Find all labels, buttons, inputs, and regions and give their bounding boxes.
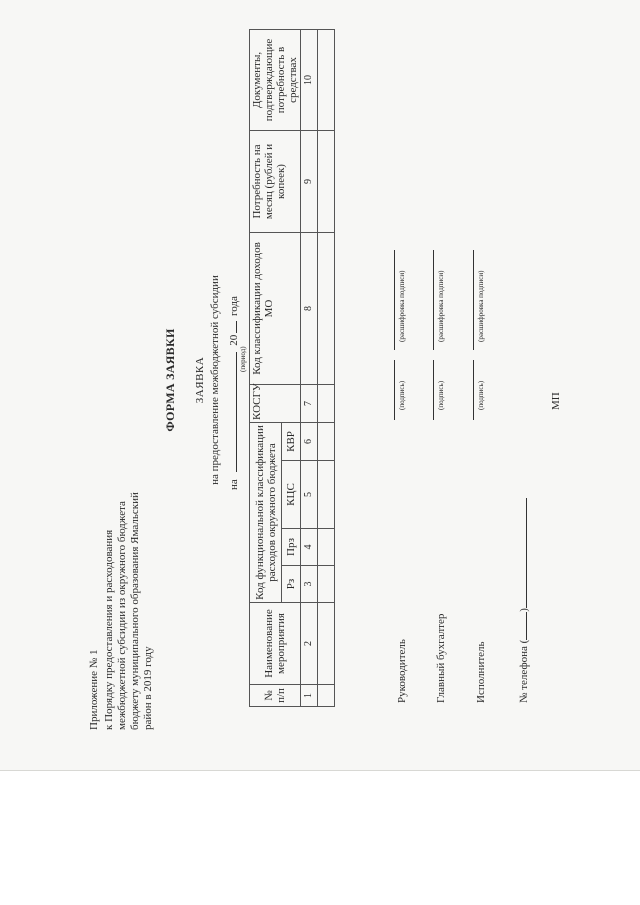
- table-row: [318, 29, 335, 706]
- col-number: 10: [301, 29, 318, 130]
- period-prefix: на: [228, 479, 240, 490]
- header-need: Потребность на месяц (рублей и копеек): [250, 130, 301, 232]
- table-cell: [318, 384, 335, 422]
- period-hint: (период): [239, 346, 247, 372]
- executor-signature-line: [473, 360, 474, 420]
- head-signature-hint: (подпись): [398, 380, 406, 410]
- period-blank: [226, 352, 237, 472]
- accountant-decode-hint: (расшифровка подписи): [437, 270, 445, 342]
- head-signature-line: [394, 360, 395, 420]
- request-table: [249, 29, 335, 707]
- phone-code-blank: [516, 612, 527, 640]
- appendix-text: к Порядку предоставления и расходования межбюджетной субсидии из окружного бюджета бюджету муниципального образования Ямальский район в 2019 году: [103, 492, 154, 730]
- col-number: 8: [301, 232, 318, 384]
- table-cell: [318, 130, 335, 232]
- col-number: 7: [301, 384, 318, 422]
- table-cell: [318, 529, 335, 566]
- col-number: 3: [301, 566, 318, 603]
- col-number: 4: [301, 529, 318, 566]
- table-cell: [318, 566, 335, 603]
- table-cell: [318, 29, 335, 130]
- header-func-code: Код функциональной классификации расходов окружного бюджета: [250, 422, 282, 602]
- accountant-decode-line: [433, 250, 434, 350]
- request-title: ЗАЯВКА: [194, 356, 206, 404]
- form-title: ФОРМА ЗАЯВКИ: [163, 328, 177, 432]
- col-number: 9: [301, 130, 318, 232]
- request-subtitle: на предоставление межбюджетной субсидии: [209, 275, 221, 485]
- period-row: [226, 296, 240, 490]
- phone-row: [516, 498, 530, 703]
- head-decode-line: [394, 250, 395, 350]
- header-rz: Рз: [282, 566, 301, 603]
- header-prz: Прз: [282, 529, 301, 566]
- table-cell: [318, 685, 335, 707]
- header-name: Наименование мероприятия: [250, 603, 301, 685]
- executor-signature-hint: (подпись): [477, 380, 485, 410]
- header-num: № п/п: [250, 685, 301, 707]
- header-kcs: КЦС: [282, 461, 301, 529]
- executor-decode-hint: (расшифровка подписи): [477, 270, 485, 342]
- phone-number-blank: [516, 498, 527, 608]
- year-suffix: года: [228, 296, 240, 316]
- table-cell: [318, 422, 335, 460]
- table-cell: [318, 232, 335, 384]
- header-kosgu: КОСГУ: [250, 384, 301, 422]
- accountant-signature-hint: (подпись): [437, 380, 445, 410]
- header-docs: Документы, подтверждающие потребность в средствах: [250, 29, 301, 130]
- col-number: 5: [301, 461, 318, 529]
- accountant-signature-line: [433, 360, 434, 420]
- col-number: 1: [301, 685, 318, 707]
- executor-label: Исполнитель: [475, 641, 487, 703]
- head-label: Руководитель: [396, 639, 408, 703]
- table-number-row: [301, 29, 318, 706]
- executor-decode-line: [473, 250, 474, 350]
- year-prefix: 20: [228, 334, 240, 346]
- table-cell: [318, 461, 335, 529]
- table-header-row: [250, 29, 282, 706]
- header-kvr: КВР: [282, 422, 301, 460]
- col-number: 6: [301, 422, 318, 460]
- stamp-mark: МП: [550, 392, 562, 410]
- phone-prefix: № телефона (: [518, 639, 530, 703]
- phone-mid: ): [518, 608, 530, 612]
- appendix-title: Приложение № 1: [88, 649, 100, 730]
- header-income-code: Код классификации доходов МО: [250, 232, 301, 384]
- chief-accountant-label: Главный бухгалтер: [435, 613, 447, 703]
- head-decode-hint: (расшифровка подписи): [398, 270, 406, 342]
- col-number: 2: [301, 603, 318, 685]
- table-cell: [318, 603, 335, 685]
- year-blank: [226, 321, 237, 333]
